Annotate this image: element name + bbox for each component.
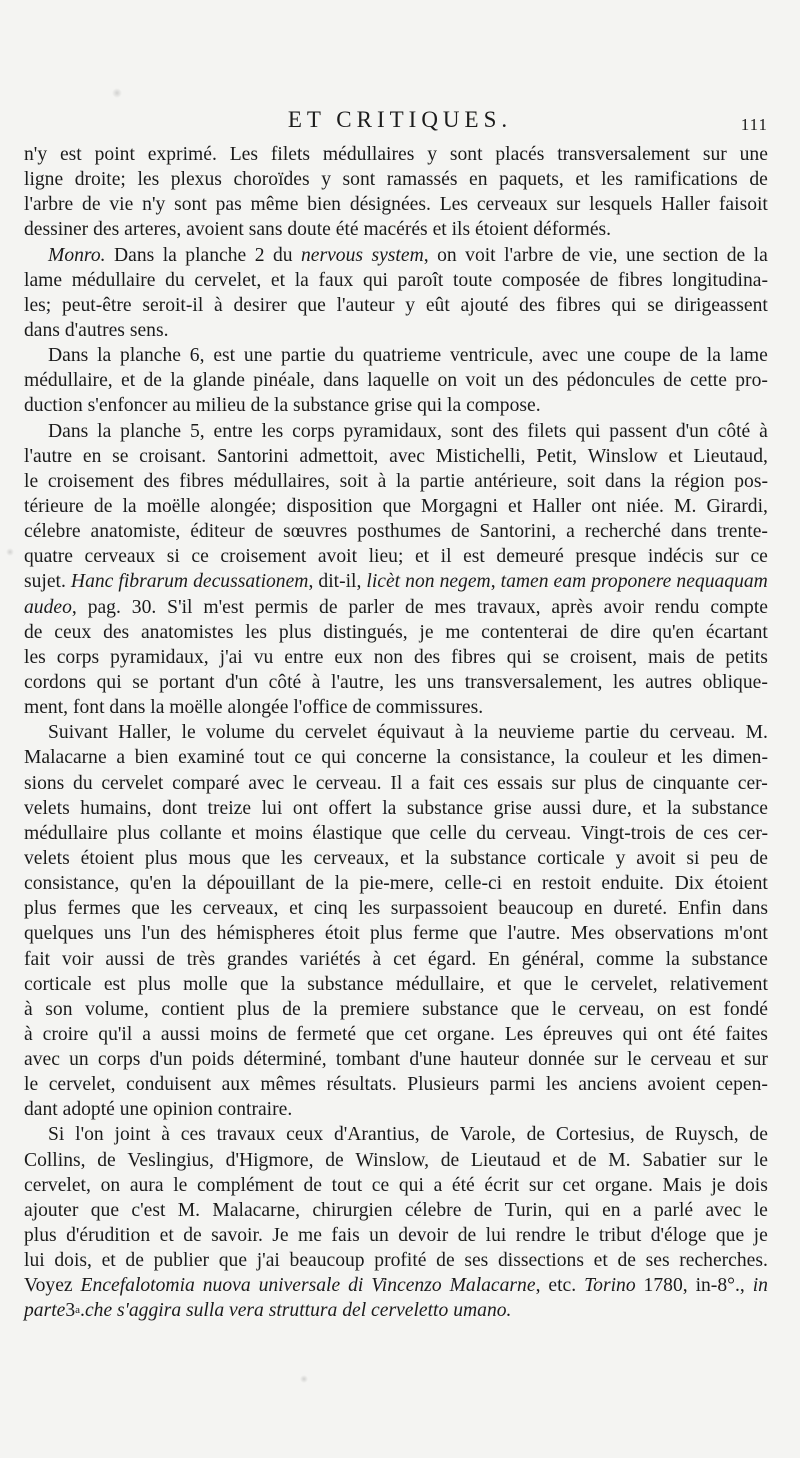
text-line: à son volume, contient plus de la premiere substance que le cerveau, on est fondé — [24, 998, 768, 1020]
text-line: le croisement des fibres médullaires, soit à la partie antérieure, soit dans la région pos- — [24, 470, 768, 492]
text-line: cervelet, on aura le complément de tout ce qui a été écrit sur cet organe. Mais je dois — [24, 1174, 768, 1196]
text-line: Dans la planche 5, entre les corps pyramidaux, sont des filets qui passent d'un côté à — [48, 420, 768, 442]
text-line: ligne droite; les plexus choroïdes y sont ramassés en paquets, et les ramifications de — [24, 169, 768, 191]
text-line: dessiner des arteres, avoient sans doute été macérés et ils étoient déformés. — [24, 219, 612, 241]
text-line: ajouter que c'est M. Malacarne, chirurgien célebre de Turin, qui en a parlé avec le — [24, 1199, 768, 1221]
text-line: Suivant Haller, le volume du cervelet équivaut à la neuvieme partie du cerveau. M. — [48, 722, 768, 744]
text-line: dant adopté une opinion contraire. — [24, 1099, 293, 1121]
text-line: quatre cerveaux si ce croisement avoit lieu; et il est demeuré presque indécis sur ce — [24, 546, 768, 568]
text-line: Voyez Encefalotomia nuova universale di Vincenzo Malacarne, etc. Torino 1780, in-8°., in — [24, 1275, 768, 1297]
text-line: l'arbre de vie n'y sont pas même bien désignées. Les cerveaux sur lesquels Haller faisoit — [24, 194, 768, 216]
text-line: les corps pyramidaux, j'ai vu entre eux non des fibres qui se croisent, mais de petits — [24, 646, 768, 668]
page-number: 111 — [740, 115, 768, 134]
text-line: sujet. Hanc fibrarum decussationem, dit-il, licèt non negem, tamen eam proponere nequaquam — [24, 571, 768, 593]
text-line: térieure de la moëlle alongée; disposition que Morgagni et Haller ont niée. M. Girardi, — [24, 495, 768, 517]
text-line: dans d'autres sens. — [24, 319, 169, 341]
text-line: à croire qu'il a aussi moins de fermeté que cet organe. Les épreuves qui ont été faites — [24, 1023, 768, 1045]
text-line: de ceux des anatomistes les plus distingués, je me contenterai de dire qu'en écartant — [24, 621, 768, 643]
running-head: ET CRITIQUES. — [287, 107, 513, 132]
text-line: velets étoient plus mous que les cerveaux, et la substance corticale y avoit si peu de — [24, 847, 768, 869]
text-line: Malacarne a bien examiné tout ce qui concerne la consistance, la couleur et les dimen- — [24, 747, 768, 769]
text-line: Si l'on joint à ces travaux ceux d'Arantius, de Varole, de Cortesius, de Ruysch, de — [48, 1124, 768, 1146]
text-line: célebre anatomiste, éditeur de sœuvres posthumes de Santorini, a recherché dans trente- — [24, 521, 768, 543]
text-line: corticale est plus molle que la substance médullaire, et que le cervelet, relativement — [24, 973, 768, 995]
text-line: le cervelet, conduisent aux mêmes résultats. Plusieurs parmi les anciens avoient cepen- — [24, 1074, 768, 1096]
text-line: médullaire plus collante et moins élastique que celle du cerveau. Vingt-trois de ces cer- — [24, 822, 768, 844]
text-line: avec un corps d'un poids déterminé, tombant d'une hauteur donnée sur le cerveau et sur — [24, 1049, 768, 1071]
ink-speck — [112, 88, 122, 98]
text-line: fait voir aussi de très grandes variétés à cet égard. En général, comme la substance — [24, 948, 768, 970]
text-line: l'autre en se croisant. Santorini admettoit, avec Mistichelli, Petit, Winslow et Lieutaud, — [24, 445, 768, 467]
text-line: consistance, qu'en la dépouillant de la pie-mere, celle-ci en restoit enduite. Dix étoient — [24, 873, 768, 895]
text-line: parte 3 a . che s'aggira sulla vera struttura del cerveletto umano. — [24, 1300, 512, 1322]
text-line: Dans la planche 6, est une partie du quatrieme ventricule, avec une coupe de la lame — [48, 345, 768, 367]
text-line: lui dois, et de publier que j'ai beaucoup profité de ses dissections et de ses recherches. — [24, 1250, 768, 1272]
text-line: duction s'enfoncer au milieu de la substance grise qui la compose. — [24, 395, 541, 417]
ink-speck — [6, 548, 14, 556]
text-line: les; peut-être seroit-il à desirer que l'auteur y eût ajouté des fibres qui se dirigeassent — [24, 294, 768, 316]
text-line: Monro. Dans la planche 2 du nervous system, on voit l'arbre de vie, une section de la — [48, 244, 768, 266]
text-line: ment, font dans la moëlle alongée l'office de commissures. — [24, 697, 484, 719]
text-line: lame médullaire du cervelet, et la faux qui paroît toute composée de fibres longitudina- — [24, 269, 768, 291]
text-line: n'y est point exprimé. Les filets médullaires y sont placés transversalement sur une — [24, 144, 768, 165]
page-header — [0, 107, 800, 137]
text-line: plus fermes que les cerveaux, et cinq les surpassoient beaucoup en dureté. Enfin dans — [24, 898, 768, 920]
text-line: cordons qui se portant d'un côté à l'autre, les uns transversalement, les autres oblique- — [24, 671, 768, 693]
text-line: médullaire, et de la glande pinéale, dans laquelle on voit un des pédoncules de cette pro- — [24, 370, 768, 392]
body-text — [24, 142, 768, 1324]
text-line: audeo, pag. 30. S'il m'est permis de parler de mes travaux, après avoir rendu compte — [24, 596, 768, 618]
text-line: velets humains, dont treize lui ont offert la substance grise aussi dure, et la substance — [24, 797, 768, 819]
text-line: sions du cervelet comparé avec le cerveau. Il a fait ces essais sur plus de cinquante cer- — [24, 772, 768, 794]
text-line: Collins, de Veslingius, d'Higmore, de Winslow, de Lieutaud et de M. Sabatier sur le — [24, 1149, 768, 1171]
text-line: quelques uns l'un des hémispheres étoit plus ferme que l'autre. Mes observations m'ont — [24, 923, 768, 945]
ink-speck — [300, 1375, 308, 1383]
text-line: plus d'érudition et de savoir. Je me fais un devoir de lui rendre le tribut d'éloge que je — [24, 1225, 768, 1247]
